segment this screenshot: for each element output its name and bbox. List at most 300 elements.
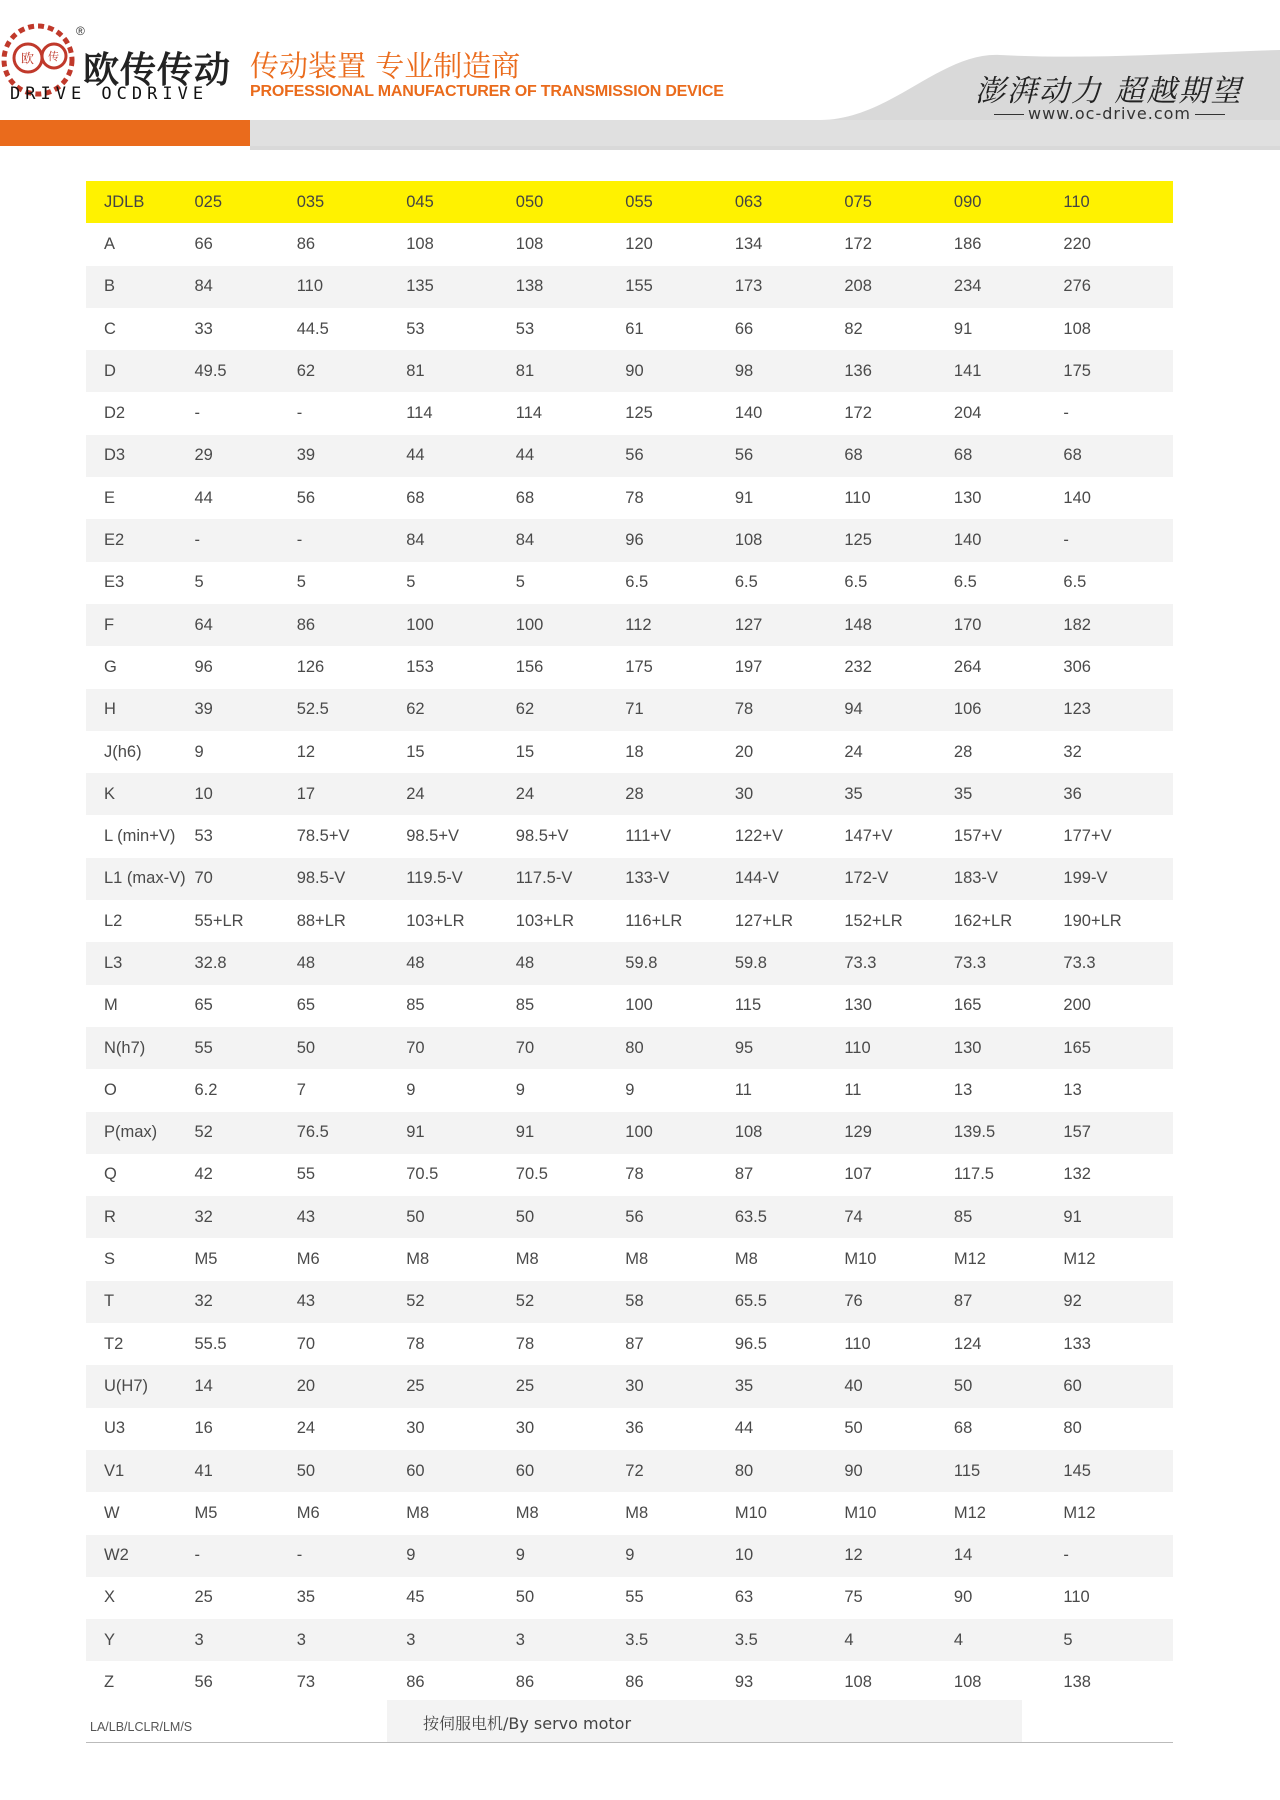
company-name-cn: 欧传传动 [83,50,232,91]
row-label-cell: W2 [86,1535,194,1577]
table-row [86,1281,1173,1323]
table-cell: 32.8 [194,942,296,984]
table-cell: 18 [625,742,644,761]
table-cell: 045 [406,181,516,223]
table-cell: 45 [406,1588,425,1607]
row-label-cell: L2 [104,911,123,930]
table-cell: 145 [1063,1450,1173,1492]
table-cell: 80 [735,1450,845,1492]
table-cell: 108 [953,1673,982,1692]
table-cell: 70.5 [515,1165,548,1184]
table-cell: 157 [1063,1112,1173,1154]
table-cell: 063 [735,181,845,223]
table-cell: 70 [406,1027,516,1069]
table-cell: 52 [406,1281,516,1323]
table-cell: 62 [406,689,516,731]
table-cell: 95 [735,1027,845,1069]
table-row [86,519,1173,561]
table-cell: 035 [297,181,407,223]
table-cell: 61 [625,319,644,338]
table-cell: 3 [516,1619,626,1661]
table-row [86,1112,1173,1154]
row-label-cell: N(h7) [86,1027,194,1069]
table-cell: 44 [406,435,516,477]
table-cell: 72 [625,1450,735,1492]
table-cell: 108 [1063,319,1091,338]
table-cell: 108 [735,519,845,561]
table-cell: 86 [515,1673,535,1692]
table-cell: 156 [515,657,544,676]
row-label-cell: E [104,488,116,507]
row-label-cell: O [104,1080,117,1099]
table-cell: 025 [194,181,296,223]
registered-mark: ® [76,24,85,38]
table-cell: 108 [406,234,434,253]
table-cell: 70 [516,1027,626,1069]
table-row [86,1323,1173,1365]
table-cell: 11 [734,1080,752,1099]
table-row [86,266,1173,308]
table-cell: 152+LR [844,911,903,930]
table-cell: 15 [515,742,535,761]
table-row [86,562,1173,604]
table-cell: 264 [953,657,982,676]
table-cell: 73.3 [844,942,954,984]
table-cell: 82 [844,319,863,338]
table-cell: 110 [297,266,407,308]
table-cell: 44 [516,435,626,477]
table-cell: 32 [194,1281,296,1323]
table-cell: 60 [1063,1365,1173,1407]
table-cell: 3 [406,1619,516,1661]
table-row [86,1154,1173,1196]
table-cell: 122+V [734,827,783,846]
table-cell: 25 [516,1365,626,1407]
row-label-cell: Z [104,1673,115,1692]
table-cell: 100 [516,604,626,646]
slogan-cn: 传动装置 专业制造商 [250,49,521,83]
table-cell: 44.5 [296,319,329,338]
table-row [86,1196,1173,1238]
table-cell: 148 [844,604,954,646]
table-cell: 91 [1063,1196,1173,1238]
table-cell: 42 [194,1165,213,1184]
table-row [86,773,1173,815]
table-cell: 91 [734,488,754,507]
table-cell: 119.5-V [406,858,516,900]
row-label-cell: L (min+V) [104,827,176,846]
table-cell: 43 [297,1196,407,1238]
table-cell: 30 [625,1365,735,1407]
table-cell: 165 [953,996,982,1015]
table-cell: 7 [296,1080,306,1099]
table-cell: 76 [844,1281,954,1323]
table-cell: 3.5 [735,1619,845,1661]
table-cell: - [1063,1535,1173,1577]
table-cell: 78 [515,1334,535,1353]
table-cell: 88+LR [296,911,346,930]
table-cell: 115 [734,996,762,1015]
table-cell: 56 [625,435,735,477]
table-cell: 87 [625,1334,644,1353]
table-cell: 55 [625,1588,644,1607]
table-cell: 66 [734,319,754,338]
table-cell: 110 [844,1334,871,1353]
table-cell: 139.5 [954,1112,1064,1154]
table-cell: 76.5 [297,1112,407,1154]
table-cell: 52 [516,1281,626,1323]
row-label-cell: W [104,1503,120,1522]
table-cell: 35 [735,1365,845,1407]
table-cell: 197 [734,657,763,676]
table-cell: 98.5+V [515,827,569,846]
table-cell: 68 [515,488,535,507]
table-cell: 130 [953,488,982,507]
table-cell: M8 [625,1250,649,1269]
table-cell: 204 [953,404,982,423]
table-cell: 65.5 [735,1281,845,1323]
table-row [86,604,1173,646]
table-cell: 9 [625,1080,635,1099]
table-cell: 58 [625,1281,735,1323]
table-cell: 78 [625,1165,644,1184]
row-label-cell: G [104,657,117,676]
table-cell: 70.5 [406,1165,439,1184]
table-cell: 9 [406,1080,416,1099]
table-cell: 55+LR [194,911,244,930]
table-row [86,1492,1173,1534]
table-cell: 29 [194,435,296,477]
table-cell: 91 [406,1112,516,1154]
table-cell: 50 [406,1196,516,1238]
table-cell: 075 [844,181,954,223]
table-cell: 62 [516,689,626,731]
table-cell: 71 [625,689,735,731]
table-row [86,815,1173,857]
table-cell: 33 [194,319,213,338]
table-cell: 28 [953,742,973,761]
table-cell: 24 [296,1419,316,1438]
row-label-cell: E3 [104,573,125,592]
table-cell: 100 [625,996,653,1015]
table-cell: 15 [406,742,425,761]
table-cell: 63.5 [735,1196,845,1238]
table-cell: 124 [953,1334,982,1353]
row-label-cell: T2 [104,1334,124,1353]
table-cell: 175 [1063,350,1173,392]
table-cell: 50 [515,1588,535,1607]
table-cell: 39 [297,435,407,477]
table-cell: 130 [844,996,872,1015]
table-cell: 172 [844,404,872,423]
table-cell: 162+LR [953,911,1013,930]
table-cell: 172-V [844,858,954,900]
row-label-cell: T [86,1281,194,1323]
table-cell: 20 [297,1365,407,1407]
table-cell: 36 [1063,773,1173,815]
table-cell: 13 [953,1080,973,1099]
table-cell: 24 [516,773,626,815]
svg-text:传: 传 [48,50,59,63]
table-cell: 60 [516,1450,626,1492]
table-cell: 138 [1063,1673,1091,1692]
table-cell: 190+LR [1063,911,1122,930]
table-cell: 50 [297,1027,407,1069]
table-cell: M8 [515,1503,539,1522]
table-cell: 49.5 [194,350,296,392]
motto: 澎湃动力 超越期望 [975,74,1243,109]
table-cell: 9 [515,1080,525,1099]
table-cell: 135 [406,266,516,308]
table-cell: 110 [844,488,871,507]
table-cell: 155 [625,266,735,308]
table-cell: 140 [734,404,763,423]
page-header [0,0,1280,150]
table-cell: 138 [516,266,626,308]
table-cell: 41 [194,1450,296,1492]
table-cell: - [194,1535,296,1577]
table-cell: 200 [1063,996,1091,1015]
table-cell: 36 [625,1419,644,1438]
table-cell: M8 [406,1503,430,1522]
table-cell: 220 [1063,234,1091,253]
table-cell: 80 [1063,1419,1082,1438]
table-cell: 78 [735,689,845,731]
table-cell: 050 [516,181,626,223]
table-cell: 90 [625,350,735,392]
table-cell: 141 [954,350,1064,392]
table-cell: 48 [516,942,626,984]
table-cell: 68 [954,435,1064,477]
table-cell: 5 [1063,1619,1173,1661]
table-cell: 114 [406,404,433,423]
table-cell: 6.5 [844,573,868,592]
table-cell: 133 [1063,1334,1091,1353]
table-cell: 5 [194,573,204,592]
table-cell: 44 [194,488,213,507]
row-label-cell: S [104,1250,116,1269]
table-cell: 183-V [954,858,1064,900]
table-cell: - [297,1535,407,1577]
table-cell: 6.5 [734,573,758,592]
table-cell: - [194,404,200,423]
table-cell: 17 [297,773,407,815]
table-cell: 81 [406,350,516,392]
table-cell: 59.8 [625,942,735,984]
table-cell: 6.5 [953,573,977,592]
table-row [86,900,1173,942]
table-cell: 28 [625,773,735,815]
table-cell: 153 [406,657,434,676]
table-cell: 5 [515,573,525,592]
table-cell: M12 [953,1503,986,1522]
table-cell: 140 [1063,488,1091,507]
row-label-cell: F [86,604,194,646]
table-cell: 125 [625,404,653,423]
table-cell: 144-V [735,858,845,900]
table-cell: 87 [734,1165,754,1184]
row-label-cell: D [86,350,194,392]
table-cell: 60 [406,1450,516,1492]
table-cell: 78 [625,488,644,507]
table-cell: M8 [406,1250,430,1269]
table-cell: 306 [1063,657,1091,676]
table-cell: 30 [406,1419,425,1438]
table-cell: 103+LR [406,911,465,930]
table-cell: 53 [515,319,535,338]
table-cell: 35 [844,773,954,815]
table-cell: 107 [844,1165,872,1184]
table-cell: 3.5 [625,1619,735,1661]
table-cell: 63 [734,1588,754,1607]
dimension-table-wrapper [86,181,1173,1704]
table-cell: 130 [954,1027,1064,1069]
table-cell: 4 [954,1619,1064,1661]
table-cell: 86 [406,1673,425,1692]
table-cell: 50 [297,1450,407,1492]
table-row [86,435,1173,477]
row-label-cell: A [104,234,116,253]
table-cell: 10 [194,773,296,815]
table-cell: 70 [296,1334,316,1353]
table-cell: 65 [296,996,316,1015]
table-cell: 108 [515,234,544,253]
table-cell: 120 [625,234,653,253]
table-cell: 175 [625,657,653,676]
table-row [86,942,1173,984]
table-cell: 91 [516,1112,626,1154]
table-cell: 39 [194,689,296,731]
table-cell: 127 [735,604,845,646]
table-cell: 6.5 [625,573,649,592]
table-cell: 157+V [953,827,1003,846]
table-cell: - [297,519,407,561]
table-cell: 127+LR [734,911,794,930]
table-cell: M12 [953,1250,986,1269]
table-cell: 147+V [844,827,893,846]
table-cell: 50 [954,1365,1064,1407]
row-label-cell: L3 [86,942,194,984]
table-cell: 73.3 [954,942,1064,984]
table-cell: 110 [1063,181,1173,223]
table-cell: 86 [625,1673,644,1692]
row-label-cell: V1 [86,1450,194,1492]
table-cell: 172 [844,234,872,253]
table-cell: 133-V [625,858,735,900]
row-label-cell: H [86,689,194,731]
table-cell: 92 [1063,1281,1173,1323]
table-row [86,1365,1173,1407]
table-row [86,1661,1173,1703]
table-cell: M10 [844,1250,877,1269]
table-cell: 9 [516,1535,626,1577]
table-cell: 24 [406,773,516,815]
row-label-cell: U3 [104,1419,126,1438]
table-cell: 96 [625,519,735,561]
table-cell: 134 [734,234,763,253]
table-cell: 12 [296,742,316,761]
table-row [86,223,1173,265]
table-row [86,1238,1173,1280]
table-cell: 96.5 [734,1334,767,1353]
table-cell: 98 [735,350,845,392]
table-cell: 103+LR [515,911,575,930]
table-cell: 14 [954,1535,1064,1577]
table-cell: 14 [194,1365,296,1407]
table-cell: 106 [954,689,1064,731]
table-cell: 55 [296,1165,316,1184]
table-row [86,646,1173,688]
table-cell: 68 [844,435,954,477]
table-cell: 96 [194,657,213,676]
table-cell: 123 [1063,689,1173,731]
table-cell: M8 [625,1503,649,1522]
table-cell: M5 [194,1503,218,1522]
table-row [86,1069,1173,1111]
table-row [86,1450,1173,1492]
table-cell: 35 [954,773,1064,815]
table-row [86,477,1173,519]
table-cell: 93 [734,1673,754,1692]
table-row [86,308,1173,350]
table-cell: 50 [844,1419,863,1438]
table-cell: 132 [1063,1165,1091,1184]
table-cell: 56 [625,1196,735,1238]
table-cell: 4 [844,1619,954,1661]
table-cell: 182 [1063,604,1173,646]
company-name-en: DRIVE OCDRIVE [10,84,209,104]
table-cell: 136 [844,350,954,392]
table-cell: 87 [954,1281,1064,1323]
table-cell: 116+LR [625,911,683,930]
table-cell: 5 [406,573,416,592]
table-cell: 90 [844,1450,954,1492]
table-cell: 276 [1063,266,1173,308]
table-cell: 70 [194,858,296,900]
table-cell: 110 [844,1027,954,1069]
table-cell: 10 [735,1535,845,1577]
row-label-cell: X [104,1588,116,1607]
table-cell: 98.5+V [406,827,459,846]
table-cell: M6 [296,1503,320,1522]
table-cell: 3 [194,1619,296,1661]
table-cell: 84 [406,519,516,561]
table-cell: 30 [735,773,845,815]
table-row [86,985,1173,1027]
table-cell: 13 [1063,1080,1082,1099]
row-label-cell: D3 [86,435,194,477]
row-label-cell: U(H7) [86,1365,194,1407]
table-cell: 173 [735,266,845,308]
table-cell: 56 [194,1673,213,1692]
table-cell: M5 [194,1250,218,1269]
row-label-cell: M [104,996,118,1015]
table-cell: 44 [734,1419,754,1438]
table-cell: M8 [734,1250,758,1269]
table-cell: 78.5+V [296,827,350,846]
table-cell: 65 [194,996,213,1015]
table-cell: 53 [406,319,425,338]
table-cell: 5 [296,573,306,592]
table-cell: M12 [1063,1503,1096,1522]
table-cell: 117.5-V [516,858,626,900]
table-cell: 80 [625,1027,735,1069]
table-row [86,1577,1173,1619]
table-cell: 73 [296,1673,316,1692]
table-cell: 108 [735,1112,845,1154]
table-cell: 115 [954,1450,1064,1492]
table-footer [86,1700,1173,1743]
